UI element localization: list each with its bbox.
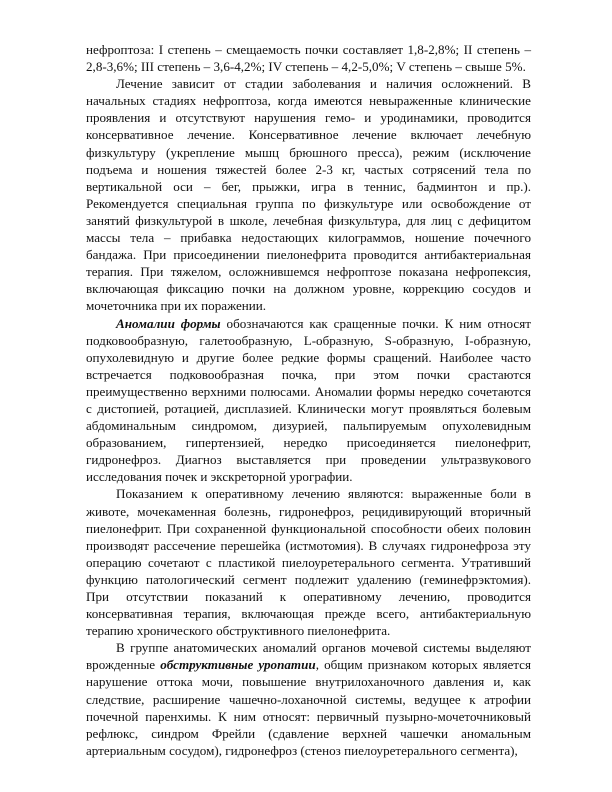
paragraph-obstructive-uropathies bbox=[86, 639, 531, 759]
paragraph-text: нефроптоза: I степень – смещаемость почки составляет 1,8-2,8%; II степень – 2,8-3,6%; III степень – 3,6-4,2%; IV степень – 4,2-5,0%; V степень – свыше 5%. bbox=[86, 42, 531, 75]
paragraph-text: В группе анатомических аномалий органов мочевой системы выделяют врожденные bbox=[86, 640, 531, 673]
paragraph-shape-anomalies bbox=[86, 315, 531, 486]
paragraph-text: Показанием к оперативному лечению являются: выраженные боли в животе, мочекаменная болезнь, гидронефроз, рецидивирующий вторичный пиелонефрит. При сохраненной функциональной способности обеих половин производят рассечение перешейка (истмотомия). В случаях гидронефроза эту операцию сочетают с пластикой пиелоуретерального сегмента. Утративший функцию патологический сегмент подлежит удалению (геминефрэктомия). При отсутствии показаний к оперативному лечению, проводится консервативная терапия, включающая прежде всего, антибактериальную терапию хронического обструктивного пиелонефрита. bbox=[86, 486, 531, 639]
paragraph-text: обозначаются как сращенные почки. К ним относят подковообразную, галетообразную, L-образную, S-образную, I-образную, опухолевидную и другие более редкие формы сращений. Наиболее часто встречается подковообразная почка, при этом почки срастаются преимущественно верхними полюсами. Аномалии формы нередко сочетаются с дистопией, ротацией, дисплазией. Клинически могут проявляться болевым абдоминальным синдромом, дизурией, пальпируемым опухолевидным образованием, гипертензией, нередко присоединяется пиелонефрит, гидронефроз. Диагноз выставляется при проведении ультразвукового исследования почек и экскреторной урографии. bbox=[86, 315, 531, 485]
emphasized-term: Аномалии формы bbox=[116, 315, 221, 331]
paragraph-surgical-indications bbox=[86, 485, 531, 639]
paragraph-treatment bbox=[86, 75, 531, 314]
paragraph-text: Лечение зависит от стадии заболевания и наличия осложнений. В начальных стадиях нефроптоза, когда имеются невыраженные клинические проявления и отсутствуют нарушения гемо- и уродинамики, проводится консервативное лечение. Консервативное лечение включает лечебную физкультуру (укрепление мышц брюшного пресса), режим (исключение подъема и ношения тяжестей более 2-3 кг, частых сотрясений тела по вертикальной оси – бег, прыжки, игра в теннис, бадминтон и пр.). Рекомендуется специальная группа по физкультуре или освобождение от занятий физкультурой в школе, лечебная физкультура, для лиц с дефицитом массы тела – прибавка недостающих килограммов, ношение почечного бандажа. При присоединении пиелонефрита проводится антибактериальная терапия. При тяжелом, осложнившемся нефроптозе показана нефропексия, включающая фиксацию почки на должном уровне, коррекцию сосудов и мочеточника при их поражении. bbox=[86, 76, 531, 314]
document-page bbox=[86, 41, 531, 759]
paragraph-text: , общим признаком которых является нарушение оттока мочи, повышение внутрилоханочного давления и, как следствие, расширение чашечно-лоханочной системы, ведущее к атрофии почечной паренхимы. К ним относят: первичный пузырно-мочеточниковый рефлюкс, синдром Фрейли (сдавление верхней чашечки аномальным артериальным сосудом), гидронефроз (стеноз пиелоуретерального сегмента), bbox=[86, 657, 531, 758]
paragraph-nephroptosis-grades bbox=[86, 41, 531, 75]
emphasized-term: обструктивные уропатии bbox=[160, 657, 316, 673]
